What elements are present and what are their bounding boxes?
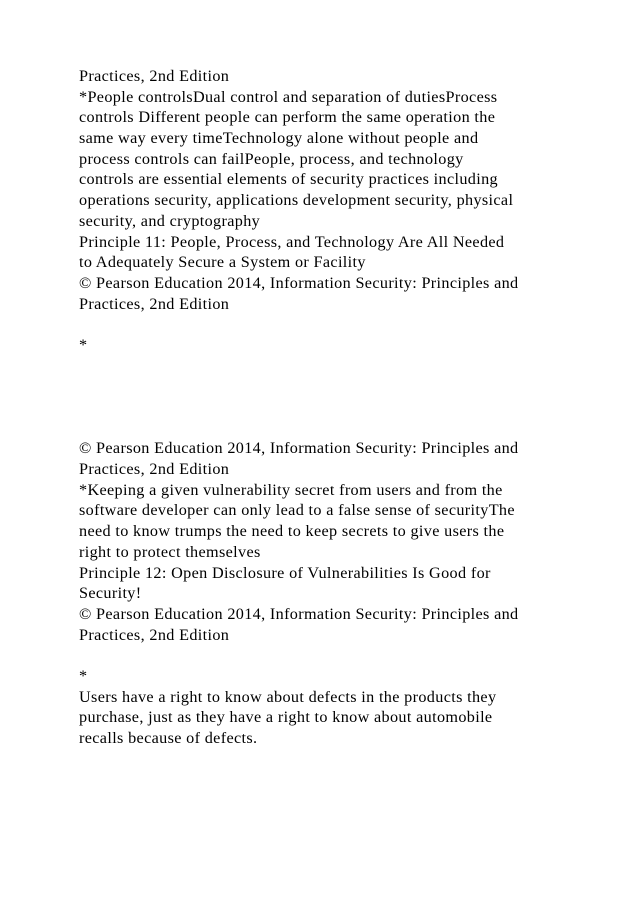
blank-line [79, 397, 579, 418]
text-line: controls Different people can perform the same operation the [79, 108, 496, 127]
text-line: Practices, 2nd Edition [79, 294, 230, 313]
blank-line [79, 645, 579, 666]
text-line: *Keeping a given vulnerability secret from users and from the [79, 480, 503, 499]
text-line: process controls can failPeople, process, and technology [79, 149, 464, 168]
text-line: Practices, 2nd Edition [79, 460, 230, 479]
text-line: Practices, 2nd Edition [79, 67, 230, 85]
text-line: © Pearson Education 2014, Information Security: Principles and [79, 439, 519, 458]
text-line: software developer can only lead to a false sense of securityThe [79, 501, 515, 520]
text-line: Practices, 2nd Edition [79, 625, 230, 644]
text-line: * [79, 335, 88, 354]
text-line: to Adequately Secure a System or Facility [79, 253, 366, 272]
document-text [79, 66, 579, 749]
text-line: Principle 11: People, Process, and Technology Are All Needed [79, 232, 505, 251]
text-line: need to know trumps the need to keep secrets to give users the [79, 522, 505, 541]
text-line: purchase, just as they have a right to know about automobile [79, 708, 493, 727]
text-line: © Pearson Education 2014, Information Security: Principles and [79, 604, 519, 623]
text-line: *People controlsDual control and separation of dutiesProcess [79, 87, 498, 106]
text-line: right to protect themselves [79, 542, 261, 561]
text-line: Security! [79, 584, 142, 603]
text-line: security, and cryptography [79, 211, 261, 230]
text-line: recalls because of defects. [79, 729, 258, 747]
blank-line [79, 356, 579, 377]
text-line: © Pearson Education 2014, Information Security: Principles and [79, 273, 519, 292]
text-line: Principle 12: Open Disclosure of Vulnerabilities Is Good for [79, 563, 491, 582]
text-line: * [79, 666, 88, 685]
text-line: same way every timeTechnology alone without people and [79, 129, 479, 148]
text-line: controls are essential elements of security practices including [79, 170, 498, 189]
blank-line [79, 376, 579, 397]
blank-line [79, 314, 579, 335]
text-line: Users have a right to know about defects in the products they [79, 687, 497, 706]
blank-line [79, 418, 579, 439]
text-line: operations security, applications development security, physical [79, 191, 514, 210]
